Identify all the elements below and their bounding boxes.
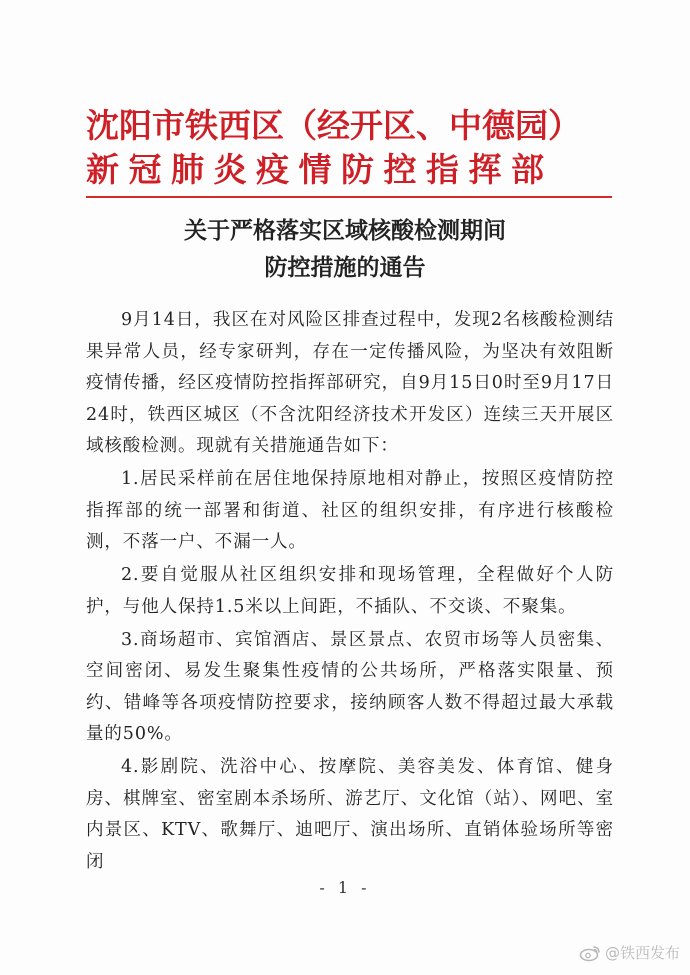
issuer-name-line-1: 沈阳市铁西区（经开区、中德园） [86, 106, 581, 145]
watermark [579, 942, 680, 963]
notice-title [0, 213, 690, 287]
red-divider [86, 196, 612, 198]
title-line-1: 关于严格落实区域核酸检测期间 [184, 218, 506, 244]
measure-3-paragraph: 3.商场超市、宾馆酒店、景区景点、农贸市场等人员密集、空间密闭、易发生聚集性疫情的公共场所，严格落实限量、预约、错峰等各项疫情防控要求，接纳顾客人数不得超过最大承载量的50%。 [86, 629, 614, 744]
measure-4-paragraph: 4.影剧院、洗浴中心、按摩院、美容美发、体育馆、健身房、棋牌室、密室剧本杀场所、游艺厅、文化馆（站）、网吧、室内景区、KTV、歌舞厅、迪吧厅、演出场所、直销体验场所等密闭 [86, 757, 614, 872]
measure-1-paragraph: 1.居民采样前在居住地保持原地相对静止，按照区疫情防控指挥部的统一部署和街道、社区的组织安排，有序进行核酸检测，不落一户、不漏一人。 [86, 469, 614, 552]
weibo-icon [579, 944, 601, 962]
title-line-2: 防控措施的通告 [264, 255, 426, 281]
issuer-name-line-2: 新冠肺炎疫情防控指挥部 [86, 150, 554, 189]
page-number: - 1 - [319, 878, 371, 897]
issuer-header [86, 104, 626, 192]
watermark-text: @铁西发布 [604, 944, 680, 962]
notice-body [86, 305, 614, 880]
measure-2-paragraph: 2.要自觉服从社区组织安排和现场管理，全程做好个人防护，与他人保持1.5米以上间距，不插队、不交谈、不聚集。 [86, 565, 614, 617]
intro-paragraph: 9月14日，我区在对风险区排查过程中，发现2名核酸检测结果异常人员，经专家研判，存在一定传播风险，为坚决有效阻断疫情传播，经区疫情防控指挥部研究，自9月15日0时至9月17日24时，铁西区城区（不含沈阳经济技术开发区）连续三天开展区域核酸检测。现就有关措施通告如下： [86, 310, 614, 456]
